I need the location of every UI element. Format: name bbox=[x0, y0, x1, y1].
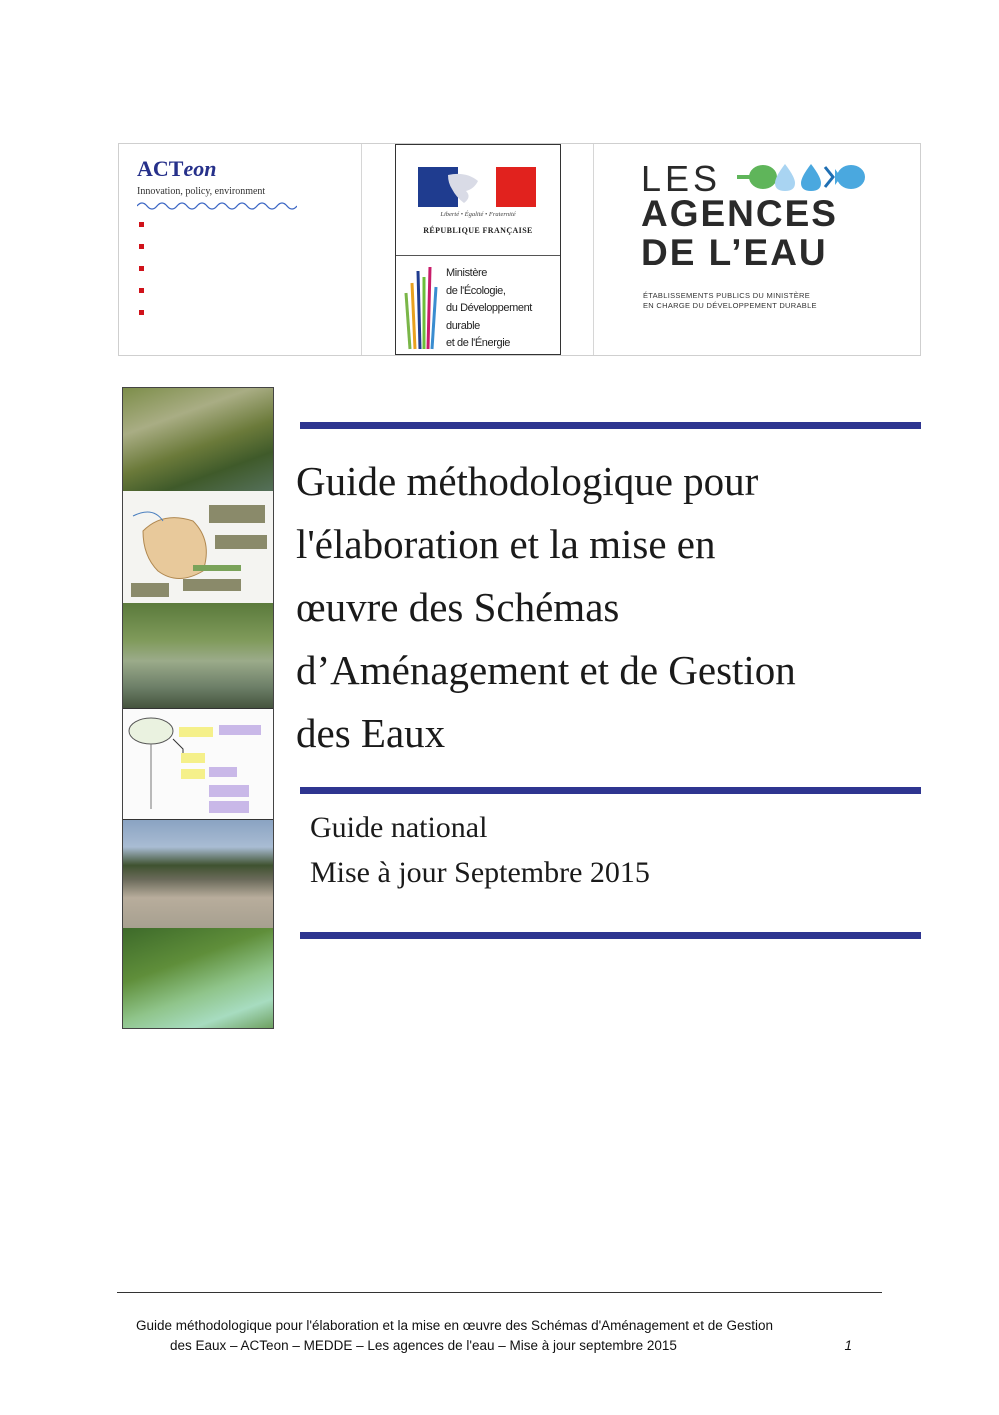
bullet-marker bbox=[139, 266, 144, 271]
document-title: Guide méthodologique pour l'élaboration et la mise en œuvre des Schémas d’Aménagement et de Gestion des Eaux bbox=[296, 458, 796, 756]
river-gorge-photo bbox=[123, 388, 273, 491]
river-bridge-photo bbox=[123, 603, 273, 708]
logo-divider bbox=[593, 144, 594, 355]
gravel-riverbank-photo bbox=[123, 820, 273, 928]
footer-line-2: des Eaux – ACTeon – MEDDE – Les agences de l'eau – Mise à jour septembre 2015 1 bbox=[136, 1336, 852, 1356]
footer-line-1: Guide méthodologique pour l'élaboration et la mise en œuvre des Schémas d'Aménagement et de Gestion bbox=[136, 1318, 774, 1333]
logo-band bbox=[118, 143, 921, 356]
document-subtitle: Guide national Mise à jour Septembre 2015 bbox=[310, 811, 650, 889]
marianne-block bbox=[396, 145, 560, 256]
acteon-logo bbox=[119, 144, 362, 355]
photo-strip bbox=[122, 387, 274, 1029]
page-number: 1 bbox=[844, 1338, 852, 1353]
republique-francaise-logo bbox=[395, 144, 561, 355]
republique-name: RÉPUBLIQUE FRANÇAISE bbox=[423, 226, 533, 235]
watershed-map-image bbox=[123, 491, 273, 603]
title-top-rule bbox=[300, 422, 921, 429]
flowchart-icon bbox=[123, 709, 273, 819]
agences-subtitle: ÉTABLISSEMENTS PUBLICS DU MINISTÈRE EN CHARGE DU DÉVELOPPEMENT DURABLE bbox=[643, 291, 817, 310]
bullet-marker bbox=[139, 310, 144, 315]
marianne-flag-icon bbox=[418, 167, 536, 207]
process-diagram-image bbox=[123, 708, 273, 820]
wave-icon bbox=[137, 200, 297, 212]
page-footer bbox=[136, 1316, 852, 1356]
green-river-photo bbox=[123, 928, 273, 1029]
bullet-marker bbox=[139, 288, 144, 293]
water-drops-fish-icon bbox=[737, 159, 869, 195]
acteon-tagline: Innovation, policy, environment bbox=[137, 186, 266, 197]
agences-title: AGENCES DE L’EAU bbox=[641, 193, 838, 273]
agences-les-text: LES bbox=[641, 158, 722, 199]
footer-rule bbox=[117, 1292, 882, 1293]
subtitle-bottom-rule bbox=[300, 932, 921, 939]
acteon-name: ACTeon bbox=[137, 156, 217, 181]
bullet-marker bbox=[139, 222, 144, 227]
map-diagram-icon bbox=[123, 491, 273, 603]
bullet-markers bbox=[139, 222, 144, 332]
ministry-name: Ministère de l'Écologie, du Développement durable et de l'Énergie bbox=[446, 267, 532, 349]
title-bottom-rule bbox=[300, 787, 921, 794]
republique-motto: Liberté • Égalité • Fraternité bbox=[440, 211, 516, 218]
bullet-marker bbox=[139, 244, 144, 249]
ministry-stripes-icon bbox=[402, 263, 442, 351]
